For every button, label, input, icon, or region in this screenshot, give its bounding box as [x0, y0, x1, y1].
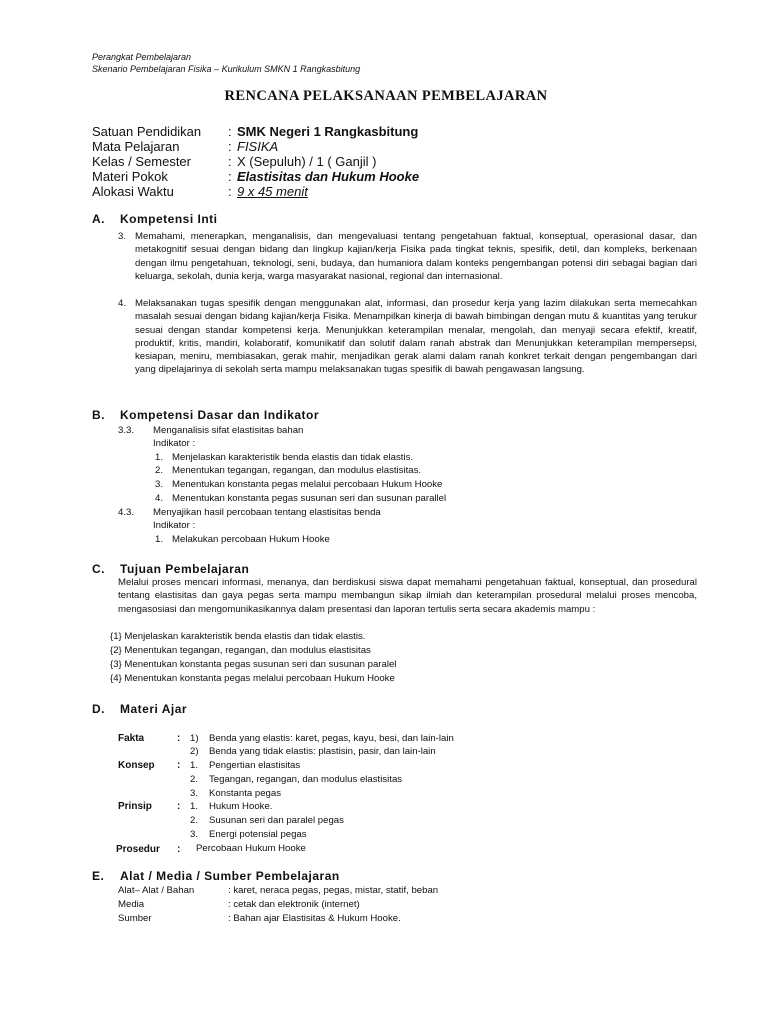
identity-label: Mata Pelajaran [92, 139, 180, 154]
materi-item: Energi potensial pegas [209, 829, 307, 840]
materi-item: Konstanta pegas [209, 788, 282, 799]
sumber-value: : cetak dan elektronik (internet) [228, 899, 360, 910]
list-number: 1. [155, 452, 164, 463]
list-number: 2. [190, 774, 199, 785]
list-number: 3. [118, 231, 127, 242]
sumber-label: Alat– Alat / Bahan [118, 885, 195, 896]
identity-value: 9 x 45 menit [237, 184, 308, 199]
materi-item: Pengertian elastisitas [209, 760, 301, 771]
tujuan-intro: Melalui proses mencari informasi, menanya, dan berdiskusi siswa dapat memahami pengetahuan faktual, konseptual, dan prosedural tentang elastisitas dan gaya pegas serta mampu membangun sikap ilmiah dan keterampilan prosedural melalui proses mencoba, mengasosiasi dan mengomunikasikannya dalam presentasi dan laporan tertulis serta secara akademis mampu : [118, 577, 697, 615]
kd-text: Menganalisis sifat elastisitas bahan [153, 425, 304, 436]
sumber-label: Media [118, 899, 145, 910]
indikator-label: Indikator : [153, 520, 196, 531]
sumber-value: : karet, neraca pegas, pegas, mistar, statif, beban [228, 885, 439, 896]
identity-label: Satuan Pendidikan [92, 124, 202, 139]
list-number: 1. [155, 534, 164, 545]
section-e-heading: E. Alat / Media / Sumber Pembelajaran [92, 869, 340, 883]
materi-label-prinsip: Prinsip [118, 801, 152, 812]
indikator-item: Menentukan konstanta pegas melalui percobaan Hukum Hooke [172, 479, 443, 490]
section-a-heading: A. Kompetensi Inti [92, 212, 218, 226]
list-number: 2) [190, 746, 199, 757]
colon: : [177, 801, 181, 812]
section-b-heading: B. Kompetensi Dasar dan Indikator [92, 408, 320, 422]
materi-item: Benda yang tidak elastis: plastisin, pasir, dan lain-lain [209, 746, 436, 757]
kd-number: 3.3. [118, 425, 135, 436]
section-c-heading: C. Tujuan Pembelajaran [92, 562, 250, 576]
list-number: 1. [190, 760, 199, 771]
list-number: 1. [190, 801, 199, 812]
header-line-1: Perangkat Pembelajaran [92, 52, 192, 62]
list-number: 3. [190, 829, 199, 840]
identity-value: SMK Negeri 1 Rangkasbitung [237, 124, 419, 139]
identity-label: Materi Pokok [92, 169, 168, 184]
materi-item: Tegangan, regangan, dan modulus elastisitas [209, 774, 403, 785]
section-d-heading: D. Materi Ajar [92, 702, 188, 716]
identity-value: Elastisitas dan Hukum Hooke [237, 169, 420, 184]
tujuan-item: {2} Menentukan tegangan, regangan, dan modulus elastisitas [110, 645, 371, 656]
tujuan-item: {4} Menentukan konstanta pegas melalui percobaan Hukum Hooke [110, 673, 395, 684]
materi-label-konsep: Konsep [118, 760, 155, 771]
kd-text: Menyajikan hasil percobaan tentang elastisitas benda [153, 507, 381, 518]
indikator-item: Melakukan percobaan Hukum Hooke [172, 534, 330, 545]
colon: : [177, 844, 181, 855]
colon: : [177, 733, 181, 744]
indikator-item: Menjelaskan karakteristik benda elastis dan tidak elastis. [172, 452, 414, 463]
tujuan-item: {3} Menentukan konstanta pegas susunan seri dan susunan paralel [110, 659, 397, 670]
sumber-label: Sumber [118, 913, 152, 924]
indikator-item: Menentukan tegangan, regangan, dan modulus elastisitas. [172, 465, 422, 476]
list-number: 2. [155, 465, 164, 476]
identity-label: Kelas / Semester [92, 154, 191, 169]
identity-value: FISIKA [237, 139, 279, 154]
materi-item: Susunan seri dan paralel pegas [209, 815, 344, 826]
list-number: 1) [190, 733, 199, 744]
materi-item: Hukum Hooke. [209, 801, 273, 812]
colon: : [177, 760, 181, 771]
list-number: 3. [155, 479, 164, 490]
list-number: 4. [155, 493, 164, 504]
ki-3-text: Memahami, menerapkan, menganalisis, dan mengevaluasi tentang pengetahuan faktual, konseptual, operasional dasar, dan metakognitif sesuai dengan bidang dan lingkup kajian/kerja Fisika pada tingkat teknis, spesifik, detil, dan kompleks, berkenaan dengan ilmu pengetahuan, teknologi, seni, budaya, dan humaniora dalam konteks pengembangan potensi diri sebagai bagian dari keluarga, sekolah, dunia kerja, warga masyarakat nasional, regional dan internasional. [135, 231, 697, 282]
indikator-label: Indikator : [153, 438, 196, 449]
tujuan-item: {1} Menjelaskan karakteristik benda elastis dan tidak elastis. [110, 631, 366, 642]
list-number: 3. [190, 788, 199, 799]
materi-item: Percobaan Hukum Hooke [196, 843, 306, 854]
sumber-value: : Bahan ajar Elastisitas & Hukum Hooke. [228, 913, 401, 924]
header-line-2: Skenario Pembelajaran Fisika – Kurikulum SMKN 1 Rangkasbitung [92, 64, 361, 74]
materi-label-prosedur: Prosedur [116, 844, 160, 855]
materi-label-fakta: Fakta [118, 733, 145, 744]
list-number: 2. [190, 815, 199, 826]
materi-item: Benda yang elastis: karet, pegas, kayu, besi, dan lain-lain [209, 733, 454, 744]
identity-value: X (Sepuluh) / 1 ( Ganjil ) [237, 154, 377, 169]
document-page: Perangkat Pembelajaran Skenario Pembelajaran Fisika – Kurikulum SMKN 1 Rangkasbitung RENCANA PELAKSANAAN PEMBELAJARAN Satuan Pendidikan : SMK Negeri 1 Rangkasbitung Mata Pelajaran : FISIKA Kelas / Semester : X (Sepuluh) / 1 ( Ganjil ) Materi Pokok : Elastisitas dan Hukum Hooke Alokasi Waktu : 9 x 45 menit A. Kompetensi Inti 3. Memahami, menerapkan, menganalisis, dan mengevaluasi tentang pengetahuan faktual, konseptual, operasional dasar, dan metakognitif sesuai dengan bidang dan lingkup kajian/kerja Fisika pada tingkat teknis, spesifik, detil, dan kompleks, berkenaan dengan ilmu pengetahuan, teknologi, seni, budaya, dan humaniora dalam konteks pengembangan potensi diri sebagai bagian dari keluarga, sekolah, dunia kerja, warga masyarakat nasional, regional dan internasional. 4. Melaksanakan tugas spesifik dengan menggunakan alat, informasi, dan prosedur kerja yang lazim dilakukan serta memecahkan masalah sesuai dengan bidang kajian/kerja Fisika. Menampilkan kinerja di bawah bimbingan dengan mutu & kuantitas yang terukur sesuai dengan standar kompetensi kerja. Menunjukkan keterampilan menalar, mengolah, dan menyaji secara efektif, kreatif, produktif, kritis, mandiri, kolaboratif, komunikatif dan solutif dalam ranah abstrak dan Menunjukkan keterampilan mempersepsi, kesiapan, meniru, membiasakan, gerak mahir, menjadikan gerak alami dalam ranah konkret terkait dengan pengembangan dari yang dipelajarinya di sekolah serta mampu melaksanakan tugas spesifik di bawah pengawasan langsung. B. Kompetensi Dasar dan Indikator 3.3. Menganalisis sifat elastisitas bahan Indikator : 1. Menjelaskan karakteristik benda elastis dan tidak elastis. 2. Menentukan tegangan, regangan, dan modulus elastisitas. 3. Menentukan konstanta pegas melalui percobaan Hukum Hooke 4. Menentukan konstanta pegas susunan seri dan susunan parallel 4.3. Menyajikan hasil percobaan tentang elastisitas benda Indikator : 1. Melakukan percobaan Hukum Hooke C. Tujuan Pembelajaran Melalui proses mencari informasi, menanya, dan berdiskusi siswa dapat memahami pengetahuan faktual, konseptual, dan prosedural tentang elastisitas dan gaya pegas serta mampu membangun sikap ilmiah dan keterampilan prosedural melalui proses mencoba, mengasosiasi dan mengomunikasikannya dalam presentasi dan laporan tertulis serta secara akademis mampu : {1} Menjelaskan karakteristik benda elastis dan tidak elastis. {2} Menentukan tegangan, regangan, dan modulus elastisitas {3} Menentukan konstanta pegas susunan seri dan susunan paralel {4} Menentukan konstanta pegas melalui percobaan Hukum Hooke D. Materi Ajar Fakta : 1) Benda yang elastis: karet, pegas, kayu, besi, dan lain-lain 2) Benda yang tidak elastis: plastisin, pasir, dan lain-lain Konsep : 1. Pengertian elastisitas 2. Tegangan, regangan, dan modulus elastisitas 3. Konstanta pegas Prinsip : 1. Hukum Hooke. 2. Susunan seri dan paralel pegas 3. Energi potensial pegas Prosedur : Percobaan Hukum Hooke E. Alat / Media / Sumber Pembelajaran Alat– Alat / Bahan : karet, neraca pegas, pegas, mistar, statif, beban Media : cetak dan elektronik (internet) Sumber : Bahan ajar Elastisitas & Hukum Hooke. [92, 52, 697, 924]
document-title: RENCANA PELAKSANAAN PEMBELAJARAN [224, 88, 548, 104]
kd-number: 4.3. [118, 507, 135, 518]
indikator-item: Menentukan konstanta pegas susunan seri dan susunan parallel [172, 493, 447, 504]
identity-label: Alokasi Waktu [92, 184, 174, 199]
ki-4-text: Melaksanakan tugas spesifik dengan menggunakan alat, informasi, dan prosedur kerja yang lazim dilakukan serta memecahkan masalah sesuai dengan bidang kajian/kerja Fisika. Menampilkan kinerja di bawah bimbingan dengan mutu & kuantitas yang terukur sesuai dengan standar kompetensi kerja. Menunjukkan keterampilan menalar, mengolah, dan menyaji secara efektif, kreatif, produktif, kritis, mandiri, kolaboratif, komunikatif dan solutif dalam ranah abstrak dan Menunjukkan keterampilan mempersepsi, kesiapan, meniru, membiasakan, gerak mahir, menjadikan gerak alami dalam ranah konkret terkait dengan pengembangan dari yang dipelajarinya di sekolah serta mampu melaksanakan tugas spesifik di bawah pengawasan langsung. [135, 298, 697, 376]
list-number: 4. [118, 298, 127, 309]
